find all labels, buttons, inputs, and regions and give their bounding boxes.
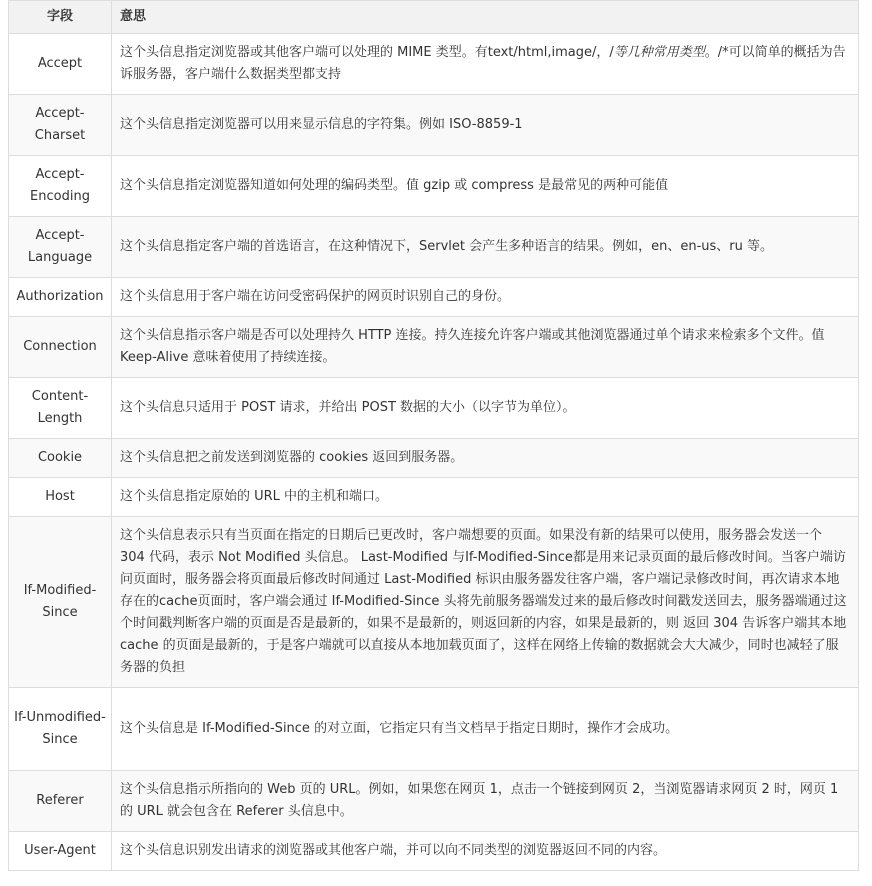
- field-cell: If-Modified-Since: [9, 517, 112, 688]
- desc-cell: 这个头信息指示客户端是否可以处理持久 HTTP 连接。持久连接允许客户端或其他浏览器通过单个请求来检索多个文件。值 Keep-Alive 意味着使用了持续连接。: [112, 317, 859, 378]
- desc-italic-text: 等几种常用类型: [613, 45, 705, 60]
- table-header-row: [9, 1, 859, 34]
- field-cell: Authorization: [9, 278, 112, 317]
- desc-cell: [112, 34, 859, 95]
- field-cell: Accept-Language: [9, 217, 112, 278]
- field-cell: Referer: [9, 771, 112, 832]
- http-headers-table-container: [8, 0, 858, 871]
- desc-text: 这个头信息指定浏览器或其他客户端可以处理的 MIME 类型。有text/html,image/，/: [120, 45, 614, 60]
- desc-cell: 这个头信息指定浏览器可以用来显示信息的字符集。例如 ISO-8859-1: [112, 95, 859, 156]
- table-row: [9, 439, 859, 478]
- table-row: [9, 217, 859, 278]
- field-cell: If-Unmodified-Since: [9, 688, 112, 771]
- table-row: [9, 278, 859, 317]
- desc-cell: 这个头信息把之前发送到浏览器的 cookies 返回到服务器。: [112, 439, 859, 478]
- table-row: [9, 34, 859, 95]
- desc-cell: 这个头信息是 If-Modified-Since 的对立面，它指定只有当文档早于指定日期时，操作才会成功。: [112, 688, 859, 771]
- table-row: [9, 156, 859, 217]
- field-cell: Accept-Charset: [9, 95, 112, 156]
- desc-cell: 这个头信息指定浏览器知道如何处理的编码类型。值 gzip 或 compress 是最常见的两种可能值: [112, 156, 859, 217]
- field-cell: Connection: [9, 317, 112, 378]
- desc-cell: 这个头信息指定客户端的首选语言，在这种情况下，Servlet 会产生多种语言的结果。例如，en、en-us、ru 等。: [112, 217, 859, 278]
- table-row: [9, 832, 859, 871]
- header-meaning: 意思: [112, 1, 859, 34]
- field-cell: Accept-Encoding: [9, 156, 112, 217]
- desc-text: 。/*可以简单的概括为告诉服务器，客户端什么数据类型都支持: [120, 45, 846, 82]
- table-row: [9, 517, 859, 688]
- desc-cell: 这个头信息只适用于 POST 请求，并给出 POST 数据的大小（以字节为单位）。: [112, 378, 859, 439]
- table-row: [9, 688, 859, 771]
- table-row: [9, 478, 859, 517]
- desc-cell: 这个头信息指示所指向的 Web 页的 URL。例如，如果您在网页 1，点击一个链接到网页 2，当浏览器请求网页 2 时，网页 1 的 URL 就会包含在 Referer 头信息中。: [112, 771, 859, 832]
- field-cell: Content-Length: [9, 378, 112, 439]
- table-row: [9, 771, 859, 832]
- table-row: [9, 378, 859, 439]
- desc-cell: 这个头信息表示只有当页面在指定的日期后已更改时，客户端想要的页面。如果没有新的结果可以使用，服务器会发送一个 304 代码，表示 Not Modified 头信息。 Last-Modified 与If-Modified-Since都是用来记录页面的最后修改时间。当客户端访问页面时，服务器会将页面最后修改时间通过 Last-Modified 标识由服务器发往客户端，客户端记录修改时间，再次请求本地存在的cache页面时，客户端会通过 If-Modified-Since 头将先前服务器端发过来的最后修改时间戳发送回去，服务器端通过这个时间戳判断客户端的页面是否是最新的，如果不是最新的，则返回新的内容，如果是最新的，则 返回 304 告诉客户端其本地 cache 的页面是最新的，于是客户端就可以直接从本地加载页面了，这样在网络上传输的数据就会大大减少，同时也减轻了服务器的负担: [112, 517, 859, 688]
- desc-cell: 这个头信息指定原始的 URL 中的主机和端口。: [112, 478, 859, 517]
- http-headers-table: [8, 0, 859, 871]
- field-cell: Host: [9, 478, 112, 517]
- header-field: 字段: [9, 1, 112, 34]
- desc-cell: 这个头信息用于客户端在访问受密码保护的网页时识别自己的身份。: [112, 278, 859, 317]
- field-cell: User-Agent: [9, 832, 112, 871]
- table-row: [9, 317, 859, 378]
- field-cell: Accept: [9, 34, 112, 95]
- desc-cell: 这个头信息识别发出请求的浏览器或其他客户端，并可以向不同类型的浏览器返回不同的内容。: [112, 832, 859, 871]
- table-row: [9, 95, 859, 156]
- field-cell: Cookie: [9, 439, 112, 478]
